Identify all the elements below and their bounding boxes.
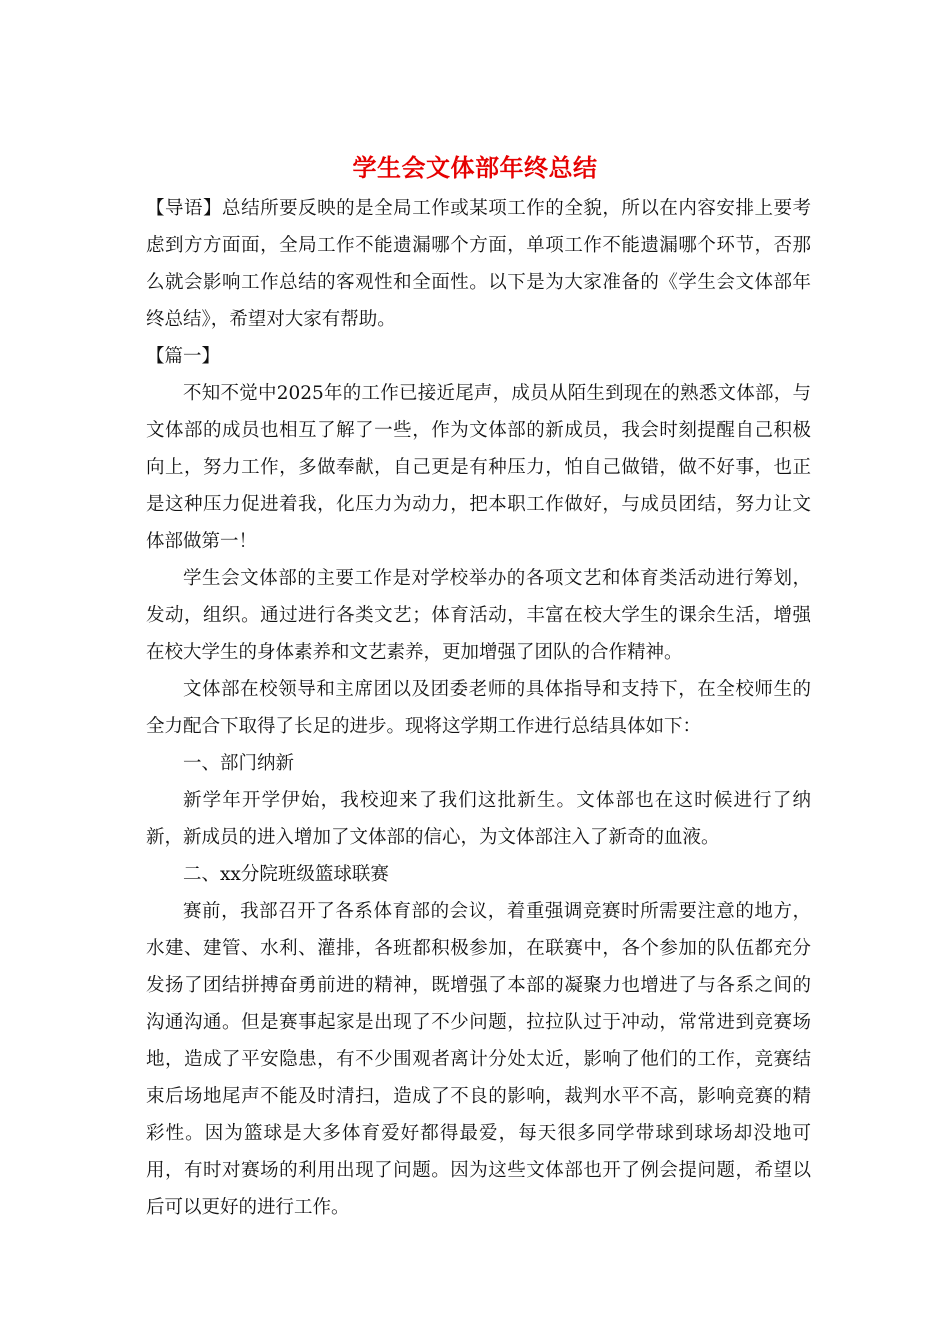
document-body <box>146 190 811 1226</box>
section-heading-1: 一、部门纳新 <box>183 753 295 774</box>
body-paragraph-2: 学生会文体部的主要工作是对学校举办的各项文艺和体育类活动进行筹划，发动，组织。通过进行各类文艺；体育活动，丰富在校大学生的课余生活，增强在校大学生的身体素养和文艺素养，更加增强了团队的合作精神。 <box>146 568 811 663</box>
body-paragraph-4: 新学年开学伊始，我校迎来了我们这批新生。文体部也在这时候进行了纳新，新成员的进入增加了文体部的信心，为文体部注入了新奇的血液。 <box>146 790 811 848</box>
document-title: 学生会文体部年终总结 <box>352 153 598 182</box>
intro-paragraph: 【导语】总结所要反映的是全局工作或某项工作的全貌，所以在内容安排上要考虑到方方面面，全局工作不能遗漏哪个方面，单项工作不能遗漏哪个环节，否那么就会影响工作总结的客观性和全面性。以下是为大家准备的《学生会文体部年终总结》，希望对大家有帮助。 <box>146 198 811 330</box>
section-label: 【篇一】 <box>146 346 221 367</box>
body-paragraph-3: 文体部在校领导和主席团以及团委老师的具体指导和支持下，在全校师生的全力配合下取得了长足的进步。现将这学期工作进行总结具体如下： <box>146 679 811 737</box>
section-heading-2: 二、xx分院班级篮球联赛 <box>183 864 389 885</box>
body-paragraph-1: 不知不觉中2025年的工作已接近尾声，成员从陌生到现在的熟悉文体部，与文体部的成员也相互了解了一些，作为文体部的新成员，我会时刻提醒自己积极向上，努力工作，多做奉献，自己更是有种压力，怕自己做错，做不好事，也正是这种压力促进着我，化压力为动力，把本职工作做好，与成员团结，努力让文体部做第一！ <box>146 383 811 552</box>
body-paragraph-5: 赛前，我部召开了各系体育部的会议，着重强调竞赛时所需要注意的地方，水建、建管、水利、灌排，各班都积极参加，在联赛中，各个参加的队伍都充分发扬了团结拼搏奋勇前进的精神，既增强了本部的凝聚力也增进了与各系之间的沟通沟通。但是赛事起家是出现了不少问题，拉拉队过于冲动，常常进到竞赛场地，造成了平安隐患，有不少围观者离计分处太近，影响了他们的工作，竞赛结束后场地尾声不能及时清扫，造成了不良的影响，裁判水平不高，影响竞赛的精彩性。因为篮球是大多体育爱好都得最爱，每天很多同学带球到球场却没地可用，有时对赛场的利用出现了问题。因为这些文体部也开了例会提问题，希望以后可以更好的进行工作。 <box>146 901 811 1218</box>
